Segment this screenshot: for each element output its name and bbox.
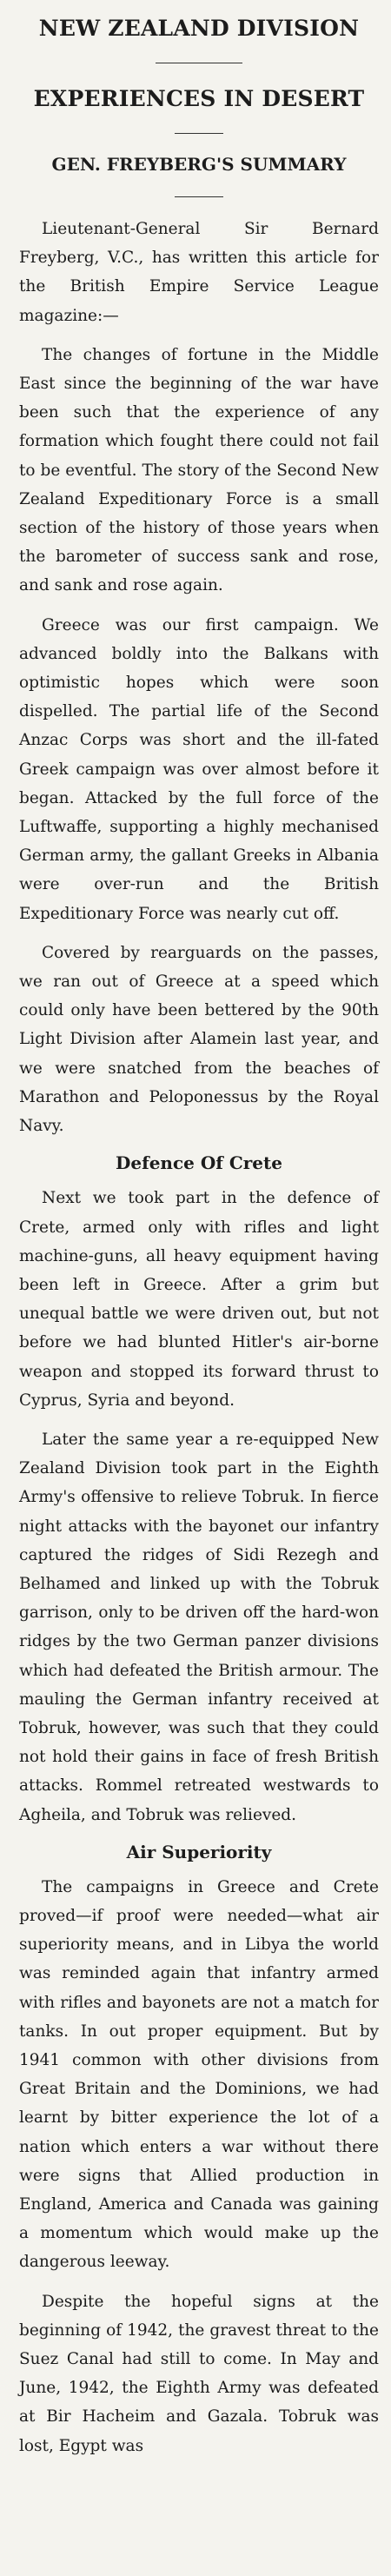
paragraph-air-1: The campaigns in Greece and Crete proved—if proof were needed—what air superiority means, and in Libya the world was reminded again that infantry armed with rifles and bayonets are not a match for tanks. In out proper equipment. But by 1941 common with other divisions from Great Britain and the Dominions, we had learnt by bitter experience the lot of a nation which enters a war without there were signs that Allied production in England, America and Canada was gaining a momentum which would make up the dangerous leeway. — [19, 1877, 379, 2272]
paragraph-crete-1: Next we took part in the defence of Crete, armed only with rifles and light machine-guns, all heavy equipment having been left in Greece. After a grim but unequal battle we were driven out, but not before we had blunted Hitler's air-borne weapon and stopped its forward thrust to Cyprus, Syria and beyond. — [19, 1189, 379, 1410]
paragraph-air-2: Despite the hopeful signs at the beginning of 1942, the gravest threat to the Suez Canal had still to come. In May and June, 1942, the Eighth Army was defeated at Bir Hacheim and Gazala. Tobruk was lost, Egypt was — [19, 2292, 379, 2455]
article-subhead: GEN. FREYBERG'S SUMMARY — [51, 154, 347, 175]
paragraph-intro-2: The changes of fortune in the Middle East since the beginning of the war have been such that the experience of any formation which fought there could not fail to be eventful. The story of the Second New Zealand Expeditionary Force is a small section of the history of those years when the barometer of success sank and rose, and sank and rose again. — [19, 345, 379, 595]
article-body — [19, 215, 379, 2460]
subhead-divider — [175, 133, 223, 134]
section-heading-air: Air Superiority — [126, 1841, 272, 1862]
section-heading-crete: Defence Of Crete — [116, 1152, 282, 1174]
paragraph-intro-4: Covered by rearguards on the passes, we ran out of Greece at a speed which could only have been bettered by the 90th Light Division after Alamein last year, and we were snatched from the beaches of Marathon and Peloponessus by the Royal Navy. — [19, 943, 379, 1136]
paragraph-intro-3: Greece was our first campaign. We advanced boldly into the Balkans with optimistic hopes which were soon dispelled. The partial life of the Second Anzac Corps was short and the ill-fated Greek campaign was over almost before it began. Attacked by the full force of the Luftwaffe, supporting a highly mechanised German army, the gallant Greeks in Albania were over-run and the British Expeditionary Force was nearly cut off. — [19, 615, 379, 923]
paragraph-intro-1: Lieutenant-General Sir Bernard Freyberg, V.C., has written this article for the British Empire Service League magazine:— — [19, 220, 379, 325]
headline-primary: NEW ZEALAND DIVISION — [38, 16, 360, 41]
headline-secondary: EXPERIENCES IN DESERT — [33, 86, 365, 111]
body-divider — [175, 196, 223, 197]
paragraph-crete-2: Later the same year a re-equipped New Zealand Division took part in the Eighth Army's offensive to relieve Tobruk. In fierce night attacks with the bayonet our infantry captured the ridges of Sidi Rezegh and Belhamed and linked up with the Tobruk garrison, only to be driven off the hard-won ridges by the two German panzer divisions which had defeated the British armour. The mauling the German infantry received at Tobruk, however, was such that they could not hold their gains in face of fresh British attacks. Rommel retreated westwards to Agheila, and Tobruk was relieved. — [19, 1430, 379, 1824]
